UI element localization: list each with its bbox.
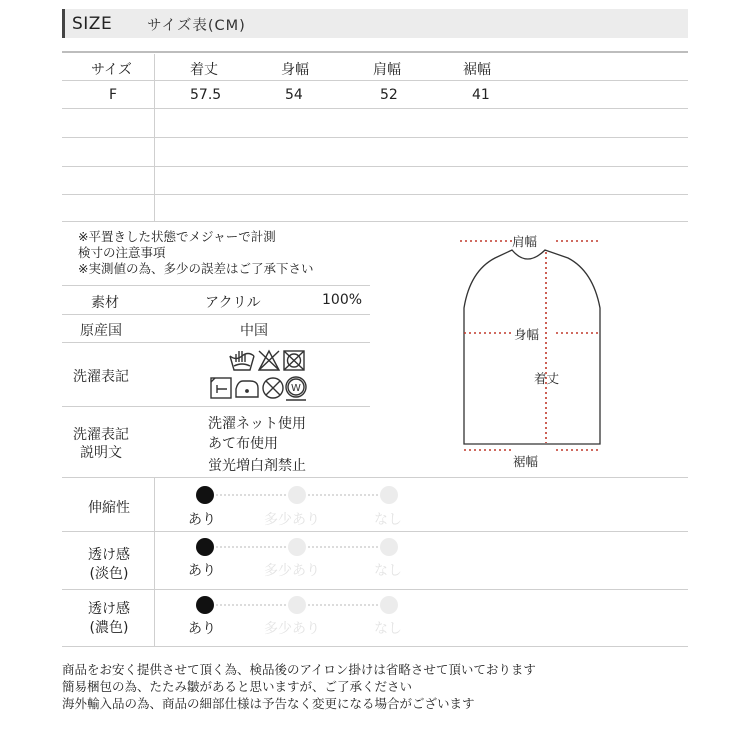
no-tumble-dry-icon — [284, 351, 304, 370]
iron-low-icon — [236, 381, 258, 397]
fit-dot — [380, 596, 398, 614]
size-cell: 54 — [285, 87, 303, 103]
garment-outline — [464, 250, 600, 444]
fit-option-label: なし — [374, 563, 402, 579]
fit-track — [216, 494, 286, 496]
fit-row-label: 透け感 — [88, 601, 130, 617]
fit-dot — [288, 486, 306, 504]
table-divider — [62, 221, 688, 222]
header-accent — [62, 9, 65, 38]
hand-wash-icon — [230, 351, 254, 370]
table-divider — [62, 108, 688, 109]
table-divider — [62, 477, 688, 478]
fit-dot-selected — [196, 538, 214, 556]
origin-value: 中国 — [240, 323, 268, 339]
care-note: あて布使用 — [208, 436, 278, 452]
footer-note: 簡易梱包の為、たたみ皺があると思いますが、ご了承ください — [62, 679, 413, 694]
wet-clean-icon — [286, 377, 306, 400]
header-cell: 裾幅 — [463, 62, 491, 78]
header-title: SIZE — [72, 14, 113, 34]
note-line: ※平置きした状態でメジャーで計測 — [78, 229, 276, 244]
fit-dot — [288, 538, 306, 556]
measure-lines — [460, 241, 600, 450]
fabric-label: 素材 — [91, 295, 119, 311]
table-column-divider — [154, 54, 155, 221]
footer-note: 商品をお安く提供させて頂く為、検品後のアイロン掛けは省略させて頂いております — [62, 662, 536, 677]
care-note: 蛍光増白剤禁止 — [208, 458, 306, 474]
size-cell: 52 — [380, 87, 398, 103]
table-divider — [62, 531, 688, 532]
note-line: ※実測値の為、多少の誤差はご了承下さい — [78, 261, 314, 276]
length-label: 着丈 — [534, 371, 560, 386]
garment-diagram — [450, 228, 620, 473]
care-icons — [203, 345, 333, 401]
table-divider — [62, 314, 370, 315]
fit-option-label: あり — [188, 621, 216, 637]
header-subtitle: サイズ表(CM) — [147, 18, 246, 34]
table-divider — [62, 80, 688, 81]
table-divider — [62, 137, 688, 138]
fit-track — [216, 604, 286, 606]
table-divider — [62, 285, 370, 286]
table-column-divider — [154, 477, 155, 646]
fit-row-label: (淡色) — [89, 566, 129, 582]
header-divider — [62, 51, 688, 53]
size-cell: 41 — [472, 87, 490, 103]
fit-dot — [380, 486, 398, 504]
care-note-label: 説明文 — [80, 445, 122, 461]
fit-option-label: なし — [374, 621, 402, 637]
header-cell: 着丈 — [190, 62, 218, 78]
table-divider — [62, 646, 688, 647]
fit-option-label: あり — [188, 563, 216, 579]
fit-track — [308, 494, 378, 496]
care-note: 洗濯ネット使用 — [208, 416, 306, 432]
table-divider — [62, 589, 688, 590]
fit-row-label: 伸縮性 — [88, 500, 130, 516]
fabric-percent: 100% — [322, 292, 363, 308]
no-dry-clean-icon — [263, 378, 283, 398]
size-cell: 57.5 — [190, 87, 222, 103]
fit-option-label: あり — [188, 512, 216, 528]
table-divider — [62, 194, 688, 195]
size-cell: F — [109, 87, 118, 103]
fit-option-label: 多少あり — [264, 512, 320, 528]
table-divider — [62, 342, 370, 343]
header-cell: 身幅 — [281, 62, 309, 78]
note-line: 検寸の注意事項 — [78, 245, 166, 260]
table-divider — [62, 166, 688, 167]
care-label: 洗濯表記 — [73, 369, 129, 385]
fit-dot-selected — [196, 596, 214, 614]
fit-option-label: なし — [374, 512, 402, 528]
fit-dot — [288, 596, 306, 614]
header-cell: サイズ — [91, 62, 132, 78]
header-cell: 肩幅 — [373, 62, 401, 78]
origin-label: 原産国 — [80, 323, 122, 339]
care-note-label: 洗濯表記 — [73, 427, 129, 443]
hem-label: 裾幅 — [513, 454, 539, 469]
fabric-name: アクリル — [205, 295, 261, 311]
footer-note: 海外輸入品の為、商品の細部仕様は予告なく変更になる場合がございます — [62, 696, 475, 711]
fit-row-label: (濃色) — [89, 620, 129, 636]
fit-track — [216, 546, 286, 548]
fit-row-label: 透け感 — [88, 547, 130, 563]
fit-dot — [380, 538, 398, 556]
fit-dot-selected — [196, 486, 214, 504]
chest-label: 身幅 — [514, 327, 540, 342]
svg-text:W: W — [291, 383, 301, 394]
shoulder-label: 肩幅 — [512, 234, 538, 249]
table-divider — [62, 406, 370, 407]
no-bleach-icon — [259, 351, 279, 370]
fit-option-label: 多少あり — [264, 563, 320, 579]
fit-track — [308, 604, 378, 606]
fit-track — [308, 546, 378, 548]
line-dry-shade-icon — [211, 378, 231, 398]
fit-option-label: 多少あり — [264, 621, 320, 637]
